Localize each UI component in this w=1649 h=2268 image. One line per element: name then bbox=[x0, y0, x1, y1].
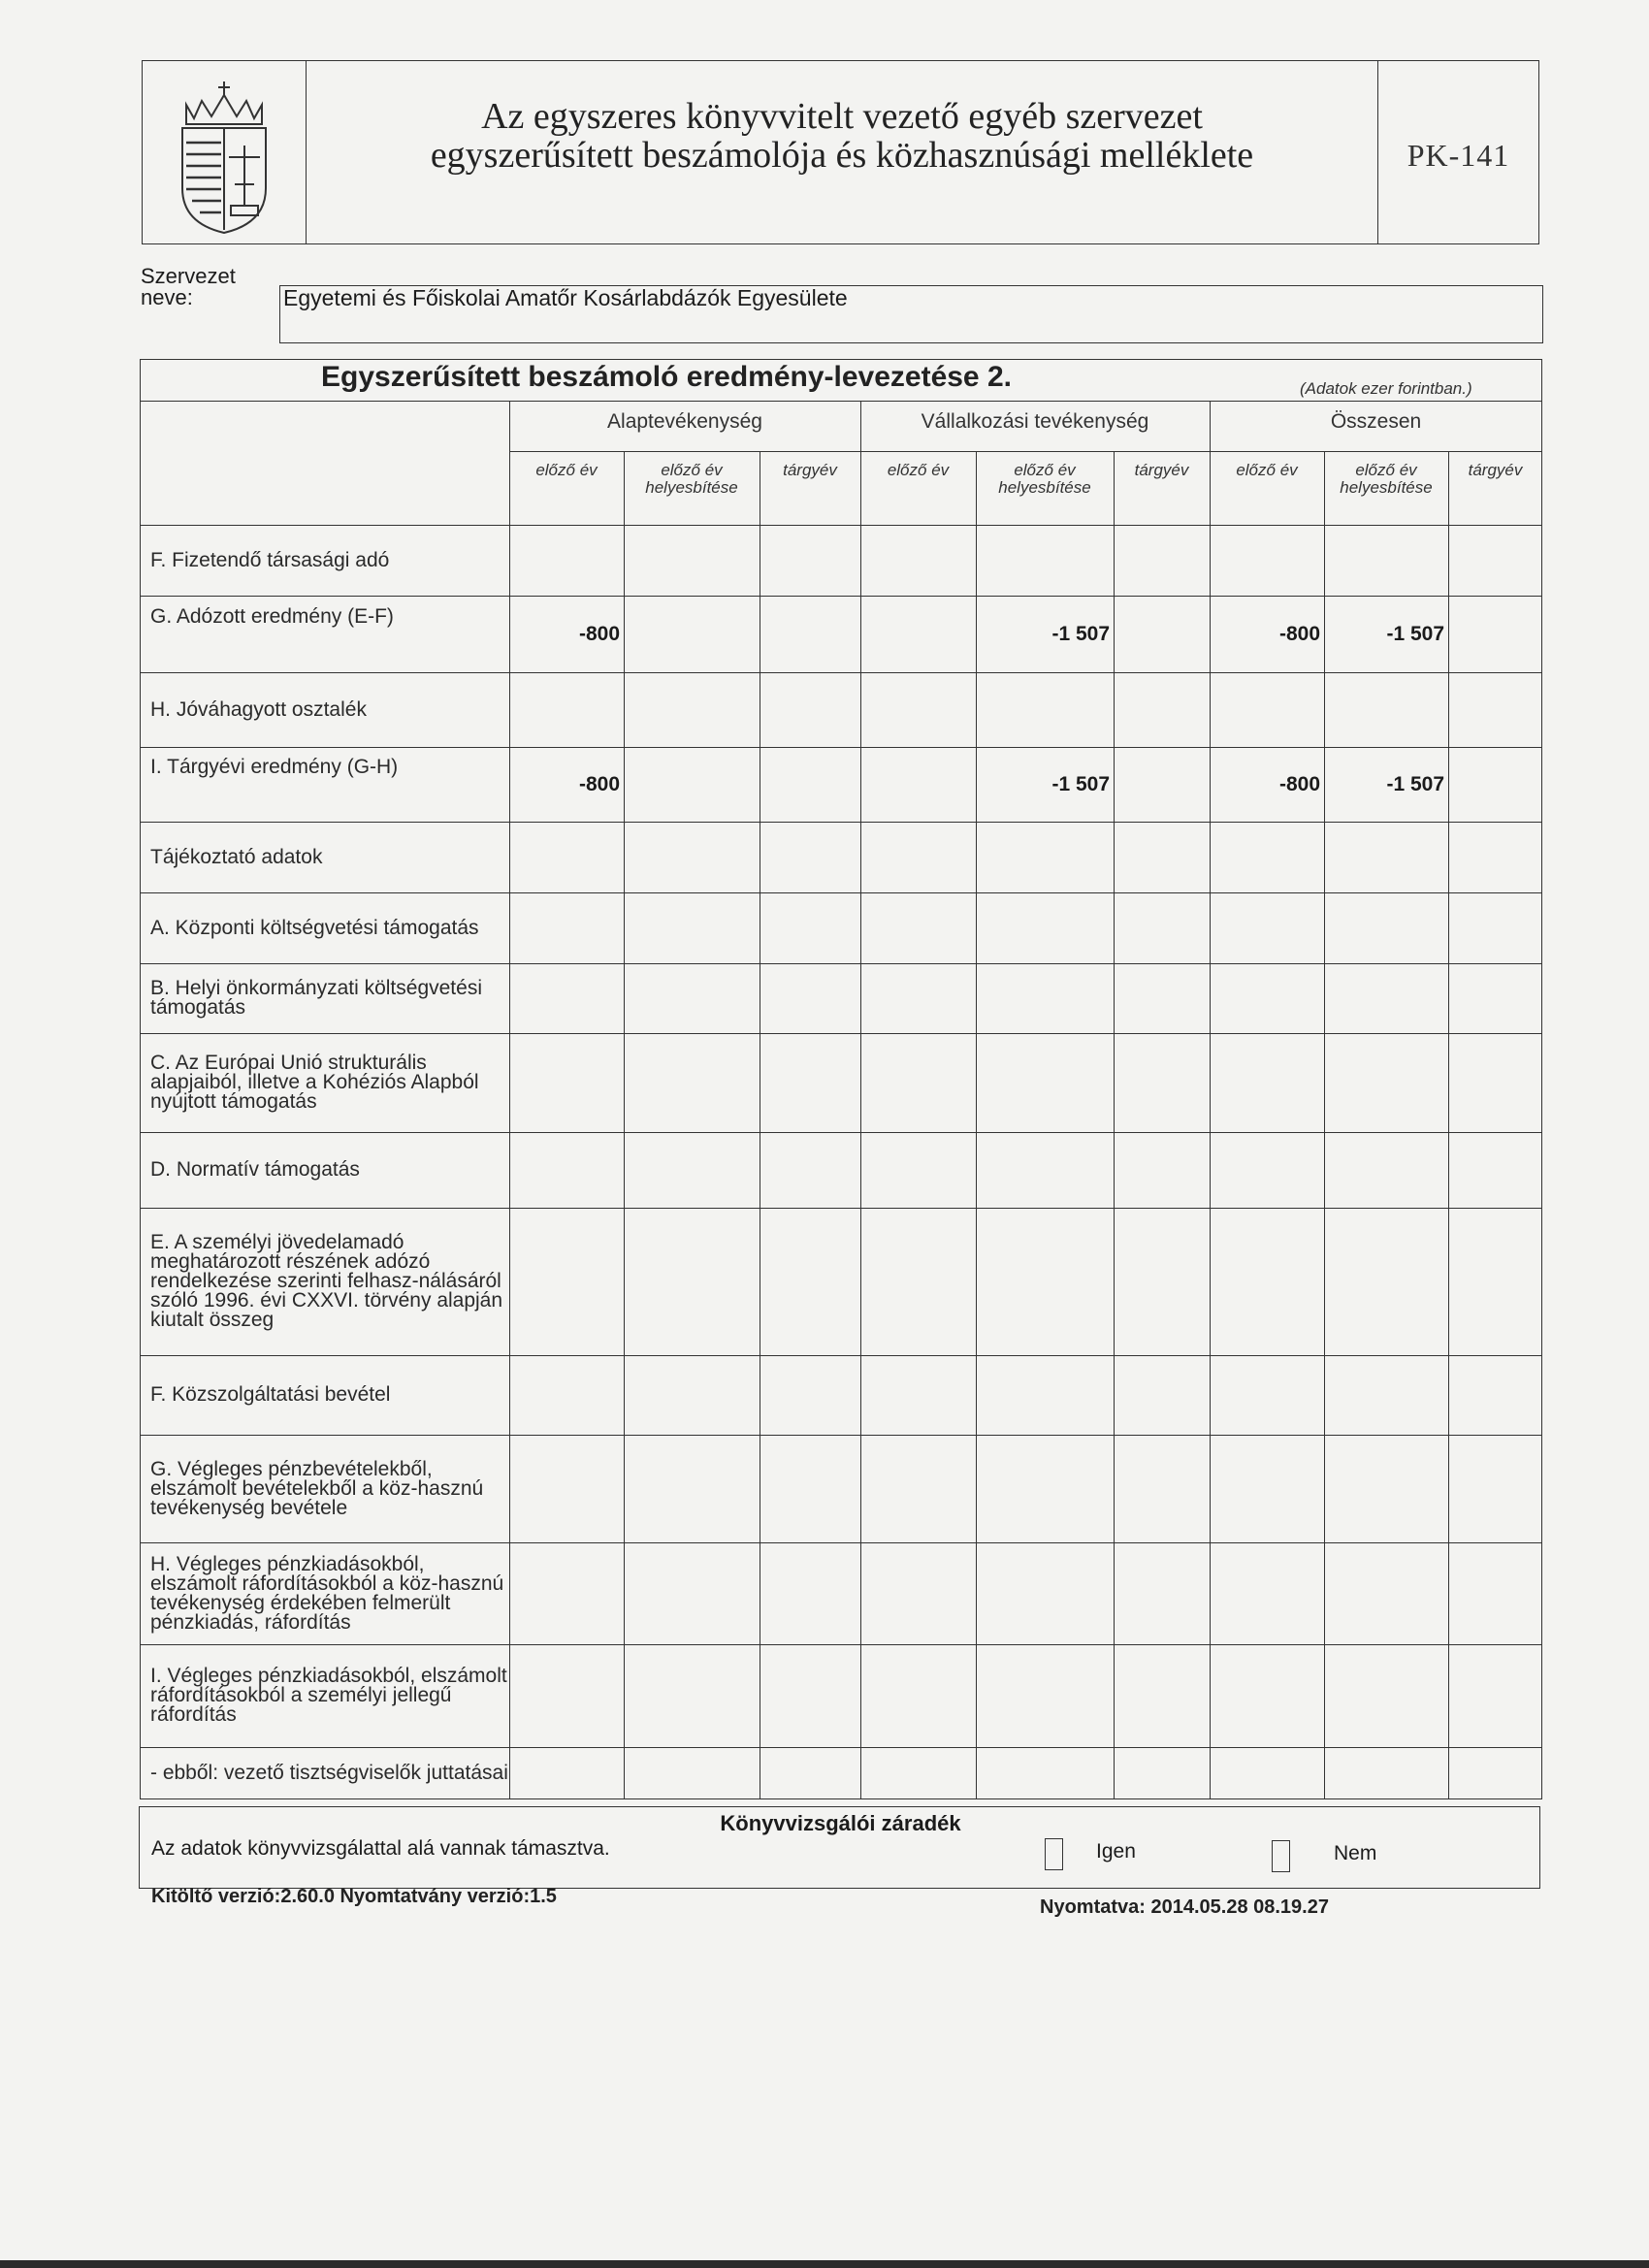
row-label: C. Az Európai Unió strukturális alapjaiból, illetve a Kohéziós Alapból nyújtott támogatás bbox=[150, 1052, 479, 1113]
column-subheader: előző év bbox=[1236, 461, 1298, 479]
row-label: I. Tárgyévi eredmény (G-H) bbox=[150, 755, 399, 778]
yes-label: Igen bbox=[1096, 1840, 1136, 1863]
table-row-divider bbox=[140, 1033, 1542, 1034]
row-label: A. Központi költségvetési támogatás bbox=[150, 916, 479, 939]
scan-border bbox=[0, 2260, 1649, 2268]
row-label: Tájékoztató adatok bbox=[150, 845, 323, 868]
table-column-divider bbox=[1114, 451, 1115, 1799]
organization-label bbox=[141, 266, 236, 308]
column-group-header: Vállalkozási tevékenység bbox=[921, 410, 1149, 433]
row-label: I. Végleges pénzkiadásokból, elszámolt ráfordításokból a személyi jellegű ráfordítás bbox=[150, 1665, 507, 1726]
table-row-divider bbox=[140, 1747, 1542, 1748]
table-column-divider bbox=[1448, 451, 1449, 1799]
column-subheader: előző év helyesbítése bbox=[645, 461, 738, 497]
table-row-divider bbox=[140, 672, 1542, 673]
row-label: E. A személyi jövedelamadó meghatározott részének adózó rendelkezése szerinti felhasz-nálásáról szóló 1996. évi CXXVI. törvény alapján kiutalt összeg bbox=[150, 1231, 503, 1331]
table-cell: -800 bbox=[1278, 622, 1320, 645]
table-row-divider bbox=[140, 1542, 1542, 1543]
column-subheader: előző év bbox=[887, 461, 950, 479]
table-row-divider bbox=[140, 963, 1542, 964]
column-subheader: tárgyév bbox=[783, 461, 837, 479]
column-subheader: előző év bbox=[535, 461, 598, 479]
column-subheader: tárgyév bbox=[1468, 461, 1523, 479]
row-label: F. Közszolgáltatási bevétel bbox=[150, 1383, 391, 1406]
document-title bbox=[307, 97, 1377, 175]
form-code: PK-141 bbox=[1406, 138, 1510, 173]
row-label: G. Végleges pénzbevételekből, elszámolt bevételekből a köz-hasznú tevékenység bevétele bbox=[150, 1457, 484, 1519]
table-cell: -1 507 bbox=[1386, 622, 1444, 645]
auditor-statement: Az adatok könyvvizsgálattal alá vannak támasztva. bbox=[151, 1837, 610, 1860]
table-row-divider bbox=[140, 1208, 1542, 1209]
table-cell: -1 507 bbox=[1051, 772, 1110, 795]
document-title-line-2: egyszerűsített beszámolója és közhasznúsági melléklete bbox=[430, 135, 1254, 176]
organization-label-line-1: Szervezet bbox=[141, 264, 236, 288]
table-group-divider bbox=[860, 401, 861, 1799]
table-row-divider bbox=[140, 747, 1542, 748]
row-label: H. Jóváhagyott osztalék bbox=[150, 697, 367, 721]
column-subheader: előző év helyesbítése bbox=[1340, 461, 1433, 497]
row-label: H. Végleges pénzkiadásokból, elszámolt ráfordításokból a köz-hasznú tevékenység érdekében felmerült pénzkiadás, ráfordítás bbox=[150, 1552, 504, 1634]
column-group-header: Alaptevékenység bbox=[607, 410, 762, 433]
table-row-divider bbox=[140, 1355, 1542, 1356]
table-cell: -800 bbox=[578, 772, 620, 795]
table-cell: -1 507 bbox=[1051, 622, 1110, 645]
row-label: - ebből: vezető tisztségviselők juttatásai bbox=[150, 1762, 508, 1784]
table-row-divider bbox=[140, 822, 1542, 823]
row-label: F. Fizetendő társasági adó bbox=[150, 548, 390, 571]
table-header-divider bbox=[509, 451, 1542, 452]
no-label: Nem bbox=[1334, 1842, 1377, 1864]
document-title-line-1: Az egyszeres könyvvitelt vezető egyéb szervezet bbox=[481, 96, 1203, 137]
crest-cell bbox=[142, 60, 307, 244]
table-row-divider bbox=[140, 1644, 1542, 1645]
no-checkbox[interactable] bbox=[1272, 1840, 1290, 1872]
organization-name: Egyetemi és Főiskolai Amatőr Kosárlabdázók Egyesülete bbox=[283, 285, 848, 310]
table-group-divider bbox=[509, 401, 510, 1799]
auditor-clause-title: Könyvvizsgálói záradék bbox=[720, 1811, 961, 1835]
column-subheader: tárgyév bbox=[1134, 461, 1189, 479]
table-row-divider bbox=[140, 1132, 1542, 1133]
row-label: D. Normatív támogatás bbox=[150, 1158, 360, 1181]
print-timestamp: Nyomtatva: 2014.05.28 08.19.27 bbox=[1040, 1896, 1329, 1918]
table-row-divider bbox=[140, 892, 1542, 893]
table-column-divider bbox=[976, 451, 977, 1799]
column-subheader: előző év helyesbítése bbox=[998, 461, 1091, 497]
hungarian-coat-of-arms-icon bbox=[142, 60, 307, 244]
yes-checkbox[interactable] bbox=[1045, 1838, 1063, 1870]
table-cell: -800 bbox=[578, 622, 620, 645]
table-column-divider bbox=[624, 451, 625, 1799]
table-title: Egyszerűsített beszámoló eredmény-levezetése 2. bbox=[321, 361, 1012, 393]
table-row-divider bbox=[140, 525, 1542, 526]
table-group-divider bbox=[1210, 401, 1211, 1799]
organization-label-line-2: neve: bbox=[141, 285, 193, 309]
table-column-divider bbox=[1324, 451, 1325, 1799]
table-cell: -800 bbox=[1278, 772, 1320, 795]
column-group-header: Összesen bbox=[1330, 410, 1422, 433]
table-row-divider bbox=[140, 401, 1542, 402]
version-info: Kitöltő verzió:2.60.0 Nyomtatvány verzió:1.5 bbox=[151, 1886, 557, 1907]
row-label: G. Adózott eredmény (E-F) bbox=[150, 604, 394, 628]
table-cell: -1 507 bbox=[1386, 772, 1444, 795]
table-row-divider bbox=[140, 596, 1542, 597]
row-label: B. Helyi önkormányzati költségvetési támogatás bbox=[150, 977, 482, 1019]
table-unit-note: (Adatok ezer forintban.) bbox=[1300, 379, 1472, 398]
table-row-divider bbox=[140, 1435, 1542, 1436]
